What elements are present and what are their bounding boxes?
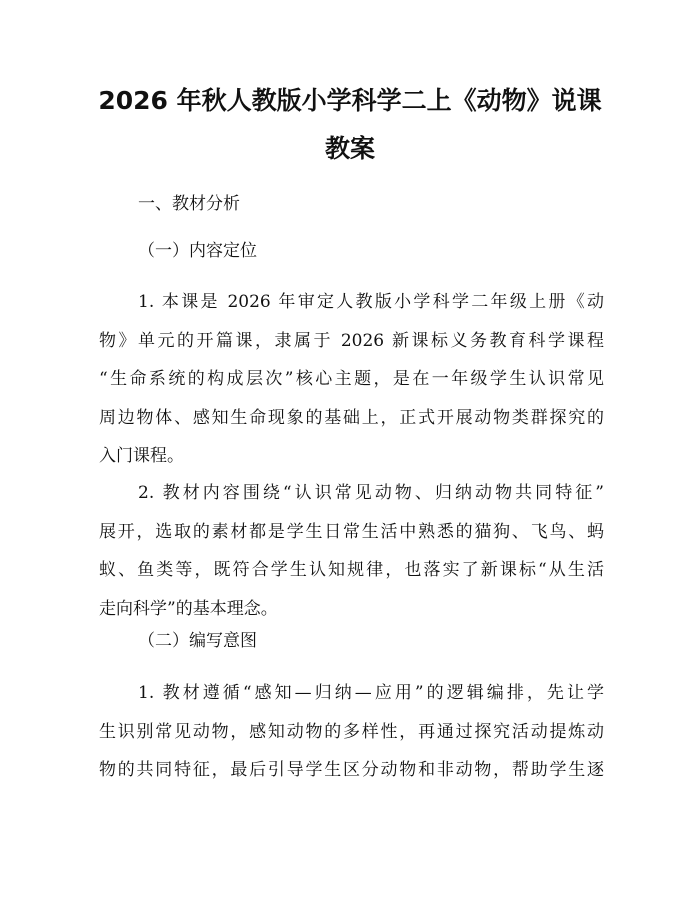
paragraph-line: 1. 教材遵循“感知—归纳—应用”的逻辑编排，先让学: [138, 683, 604, 703]
paragraph-line: 入门课程。: [99, 446, 184, 466]
paragraph-line: 蚁、鱼类等，既符合学生认知规律，也落实了新课标“从生活: [99, 560, 604, 580]
paragraph-line: 1. 本课是 2026 年审定人教版小学科学二年级上册《动: [138, 292, 604, 312]
section-heading-textbook-analysis: 一、教材分析: [138, 194, 240, 214]
paragraph-2: [99, 478, 604, 632]
document-title-line-2: 教案: [324, 134, 375, 163]
paragraph-line: 生识别常见动物，感知动物的多样性，再通过探究活动提炼动: [99, 721, 604, 742]
document-title-line-1: 2026 年秋人教版小学科学二上《动物》说课: [98, 86, 602, 115]
paragraph-line: 2. 教材内容围绕“认识常见动物、归纳动物共同特征”: [138, 483, 604, 503]
subsection-heading-writing-intent: （二）编写意图: [138, 631, 257, 651]
paragraph-line: “生命系统的构成层次”核心主题，是在一年级学生认识常见: [99, 369, 604, 389]
subsection-heading-content-positioning: （一）内容定位: [138, 241, 257, 261]
paragraph-line: 物的共同特征，最后引导学生区分动物和非动物，帮助学生逐: [99, 760, 604, 780]
paragraph-line: 走向科学”的基本理念。: [99, 598, 278, 619]
paragraph-line: 物》单元的开篇课，隶属于 2026 新课标义务教育科学课程: [99, 330, 604, 351]
paragraph-line: 展开，选取的素材都是学生日常生活中熟悉的猫狗、飞鸟、蚂: [99, 521, 604, 542]
paragraph-3: [99, 678, 604, 794]
paragraph-line: 周边物体、感知生命现象的基础上，正式开展动物类群探究的: [99, 407, 604, 428]
paragraph-1: [99, 287, 604, 480]
